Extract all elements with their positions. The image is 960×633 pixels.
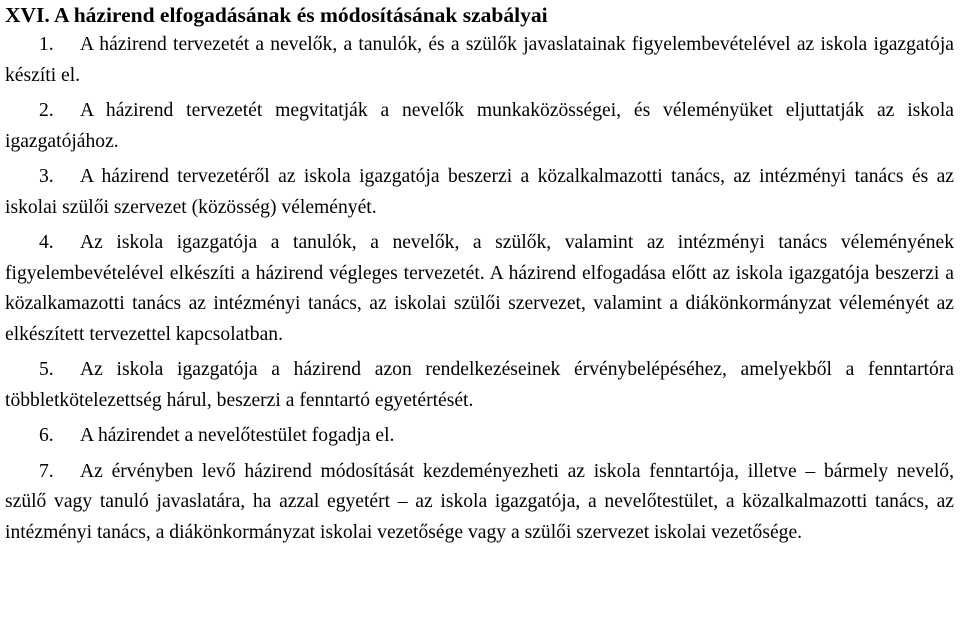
list-item-text: A házirend tervezetét a nevelők, a tanulók, és a szülők javaslatainak figyelembevételével az iskola igazgatója készíti el.: [5, 34, 954, 86]
list-item-text: A házirend tervezetéről az iskola igazgatója beszerzi a közalkalmazotti tanács, az intézményi tanács és az iskolai szülői szervezet (közösség) véleményét.: [5, 166, 954, 218]
list-item-text: Az iskola igazgatója a házirend azon rendelkezéseinek érvénybelépéséhez, amelyekből a fenntartóra többletkötelezettség hárul, beszerzi a fenntartó egyetértését.: [5, 359, 954, 411]
rules-list: [5, 30, 954, 548]
section-heading: XVI. A házirend elfogadásának és módosításának szabályai: [5, 3, 548, 27]
list-item-number: 2.: [39, 100, 54, 121]
list-item-number: 4.: [39, 232, 54, 253]
list-item-number: 3.: [39, 166, 54, 187]
list-item-text: A házirend tervezetét megvitatják a nevelők munkaközösségei, és véleményüket eljuttatják az iskola igazgatójához.: [5, 100, 954, 152]
list-item-text: Az érvényben levő házirend módosítását kezdeményezheti az iskola fenntartója, illetve – bármely nevelő, szülő vagy tanuló javaslatára, ha azzal egyetért – az iskola igazgatója, a nevelőtestület, a közalkalmazotti tanács, az intézményi tanács, a diákönkormányzat iskolai vezetősége vagy a szülői szervezet iskolai vezetősége.: [5, 460, 954, 543]
list-item: [5, 30, 954, 91]
list-item: [5, 355, 954, 416]
list-item-text: Az iskola igazgatója a tanulók, a nevelők, a szülők, valamint az intézményi tanács véleményének figyelembevételével elkészíti a házirend végleges tervezetét. A házirend elfogadása előtt az iskola igazgatója beszerzi a közalkamazotti tanács az intézményi tanács, az iskolai szülői szervezet, valamint a diákönkormányzat véleményét az elkészített tervezettel kapcsolatban.: [5, 232, 954, 345]
list-item: [5, 457, 954, 549]
list-item: [5, 421, 954, 452]
list-item-text: A házirendet a nevelőtestület fogadja el.: [80, 425, 395, 446]
list-item-number: 7.: [39, 460, 54, 482]
list-item-number: 6.: [39, 425, 54, 446]
list-item: [5, 96, 954, 157]
list-item-number: 5.: [39, 359, 54, 380]
list-item-number: 1.: [39, 34, 54, 55]
list-item: [5, 162, 954, 223]
list-item: [5, 228, 954, 350]
